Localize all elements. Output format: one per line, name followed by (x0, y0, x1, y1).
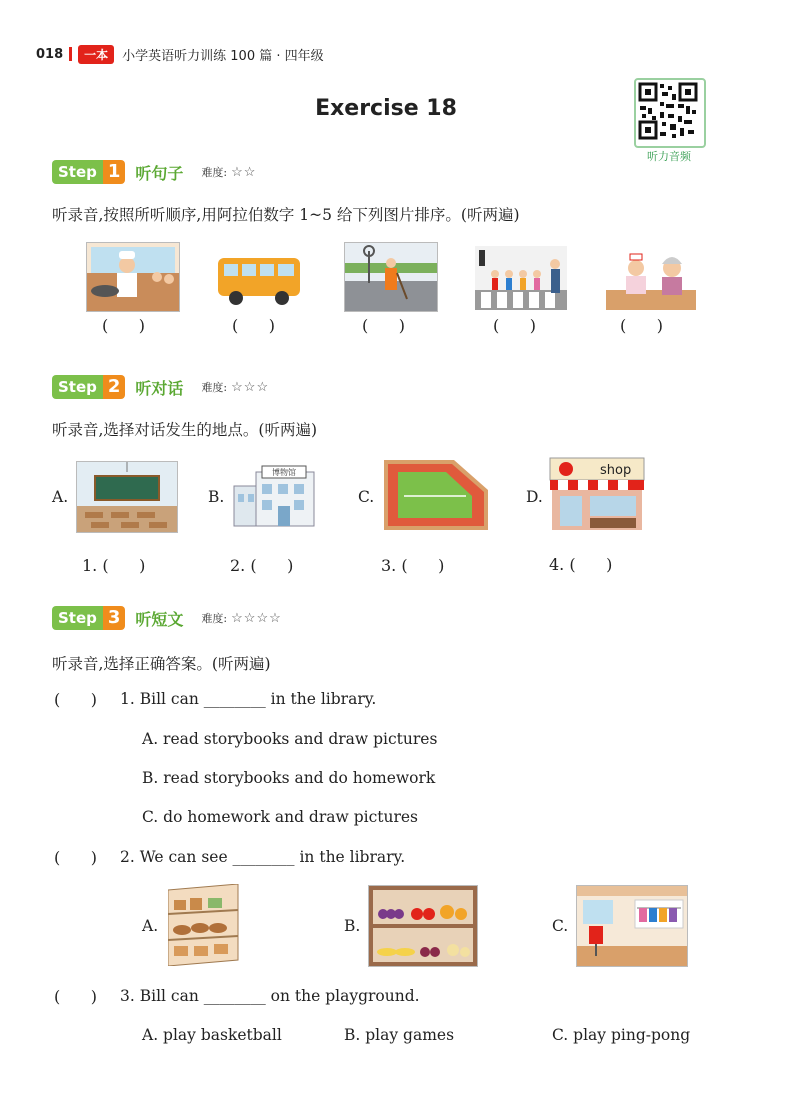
page-header (36, 44, 324, 64)
step-badge: Step (52, 160, 103, 184)
shop-sign: shop (600, 463, 632, 478)
step-number: 1 (103, 160, 126, 184)
page-title: Exercise 18 (315, 96, 457, 121)
step2-answer-4[interactable]: 4. ( ) (549, 555, 613, 574)
difficulty-stars: ☆☆☆☆ (231, 610, 282, 626)
qr-code-icon[interactable] (634, 78, 706, 148)
picture-cook (86, 242, 180, 312)
picture-street-sweeper (344, 242, 438, 312)
step1-blank-1[interactable]: ( ) (102, 316, 145, 335)
picture-fruit-shelves (368, 885, 478, 967)
picture-nurse (606, 250, 696, 310)
q2-text: 2. We can see ________ in the library. (120, 848, 406, 866)
difficulty-label: 难度: (201, 381, 228, 394)
picture-crosswalk (475, 246, 567, 310)
publisher-logo: 一本 (78, 45, 114, 64)
q2-option-a: A. (142, 917, 159, 935)
step-number: 3 (103, 606, 126, 630)
step1-blank-3[interactable]: ( ) (362, 316, 405, 335)
q3-text: 3. Bill can ________ on the playground. (120, 987, 420, 1005)
step2-answer-1[interactable]: 1. ( ) (82, 556, 146, 575)
step-badge: Step (52, 375, 103, 399)
step-name: 听短文 (135, 609, 184, 629)
option-letter-d: D. (526, 488, 543, 506)
picture-museum (230, 462, 320, 530)
q3-option-b: B. play games (344, 1026, 455, 1044)
difficulty-stars: ☆☆☆ (231, 379, 270, 395)
q1-answer-blank[interactable]: ( ) (54, 690, 97, 709)
option-letter-b: B. (208, 488, 225, 506)
q2-option-c: C. (552, 917, 569, 935)
picture-playground (384, 460, 488, 530)
option-letter-c: C. (358, 488, 375, 506)
step1-blank-5[interactable]: ( ) (620, 316, 663, 335)
step2-answer-2[interactable]: 2. ( ) (230, 556, 294, 575)
q1-text: 1. Bill can ________ in the library. (120, 690, 377, 708)
picture-classroom (76, 461, 178, 533)
page-number: 018 (36, 46, 64, 62)
step1-blank-2[interactable]: ( ) (232, 316, 275, 335)
q2-answer-blank[interactable]: ( ) (54, 848, 97, 867)
picture-shop (548, 456, 646, 532)
picture-clothes-shop (576, 885, 688, 967)
q3-answer-blank[interactable]: ( ) (54, 987, 97, 1006)
q2-option-b: B. (344, 917, 361, 935)
step-3-instruction: 听录音,选择正确答案。(听两遍) (52, 655, 271, 673)
step-2-instruction: 听录音,选择对话发生的地点。(听两遍) (52, 421, 318, 439)
book-title: 小学英语听力训练 100 篇 · 四年级 (122, 48, 324, 64)
q1-option-a: A. read storybooks and draw pictures (142, 730, 438, 748)
step-1-header (52, 159, 256, 185)
step-name: 听对话 (135, 378, 184, 398)
difficulty-label: 难度: (201, 612, 228, 625)
q1-option-b: B. read storybooks and do homework (142, 769, 436, 787)
option-letter-a: A. (52, 488, 69, 506)
q1-option-c: C. do homework and draw pictures (142, 808, 419, 826)
q3-option-a: A. play basketball (142, 1026, 282, 1044)
qr-code-label: 听力音频 (647, 150, 691, 163)
step1-blank-4[interactable]: ( ) (493, 316, 536, 335)
step2-answer-3[interactable]: 3. ( ) (381, 556, 445, 575)
difficulty-stars: ☆☆ (231, 164, 257, 180)
step-name: 听句子 (135, 163, 184, 183)
header-divider (69, 47, 72, 61)
difficulty-label: 难度: (201, 166, 228, 179)
step-2-header (52, 374, 269, 400)
q3-option-c: C. play ping-pong (552, 1026, 691, 1044)
step-number: 2 (103, 375, 126, 399)
step-1-instruction: 听录音,按照所听顺序,用阿拉伯数字 1~5 给下列图片排序。(听两遍) (52, 206, 520, 224)
museum-sign: 博物馆 (272, 468, 296, 477)
step-badge: Step (52, 606, 103, 630)
picture-food-shelves (168, 884, 240, 966)
picture-school-bus (214, 250, 304, 310)
step-3-header (52, 605, 282, 631)
